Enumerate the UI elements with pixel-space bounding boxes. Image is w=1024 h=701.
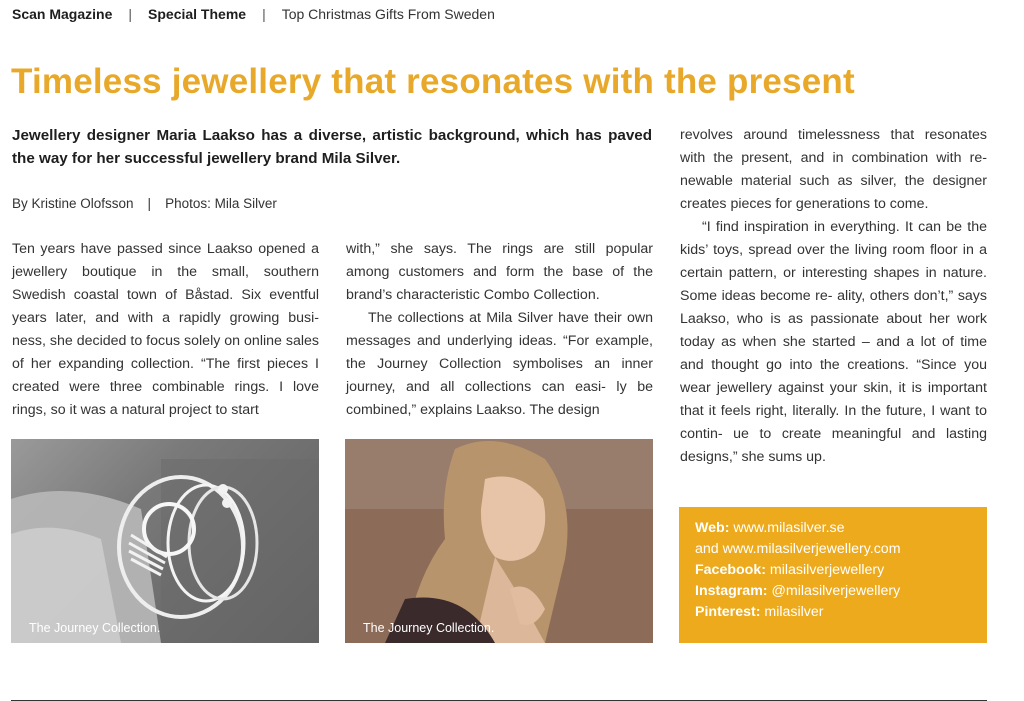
facebook-label: Facebook:	[695, 562, 766, 578]
body-column-3	[680, 124, 987, 469]
paragraph: “I find inspiration in everything. It can be the kids’ toys, spread over the living room floor in a certain pattern, or interesting shapes in nature. Some ideas become re- ality, others don’t,” says Laakso, who is as passionate about her work today as when she started – and a lot of time and thought go into the creations. “Since you wear jewellery against your skin, it is important that it feels right, literally. In the future, I want to contin- ue to create meaningful and lasting designs,” she sums up.	[680, 219, 987, 465]
breadcrumb-separator: |	[128, 6, 133, 22]
body-column-1	[12, 238, 319, 422]
photo-caption: The Journey Collection.	[363, 621, 495, 635]
article-lede: Jewellery designer Maria Laakso has a diverse, artistic background, which has paved the way for her successful jewellery brand Mila Silver.	[12, 127, 652, 167]
pinterest-row	[695, 602, 971, 623]
section-name: Special Theme	[148, 6, 247, 22]
byline	[12, 194, 277, 214]
web-label: Web:	[695, 520, 730, 536]
pinterest-link[interactable]: milasilver	[764, 604, 824, 620]
web-link-2[interactable]: and www.milasilverjewellery.com	[695, 541, 901, 557]
model-illustration	[345, 439, 653, 643]
web-link[interactable]: www.milasilver.se	[733, 520, 845, 536]
bracelet-illustration	[11, 439, 319, 643]
byline-separator: |	[147, 196, 152, 211]
byline-author: By Kristine Olofsson	[12, 196, 134, 211]
bracelet-photo	[11, 439, 319, 643]
photo-caption: The Journey Collection.	[29, 621, 161, 635]
body-column-2	[346, 238, 653, 422]
breadcrumb	[12, 5, 495, 23]
paragraph: Ten years have passed since Laakso opened a jewellery boutique in the small, southern Swedish coastal town of Båstad. Six eventful years later, and with a rapidly growing busi- ness, she decided to focus solely on online sales of her expanding collection. “The first pieces I created were three combinable rings. I love rings, so it was a natural project to start	[12, 241, 319, 418]
facebook-link[interactable]: milasilverjewellery	[769, 562, 885, 578]
breadcrumb-separator: |	[262, 6, 266, 22]
paragraph: revolves around timelessness that resonates with the present, and in combination with re- newable material such as silver, the designer creates pieces for generations to come.	[680, 127, 987, 212]
instagram-row	[695, 581, 971, 602]
paragraph: with,” she says. The rings are still popular among customers and form the base of the brand’s characteristic Combo Collection.	[346, 241, 653, 303]
facebook-row	[695, 560, 971, 581]
contact-info-box	[679, 507, 987, 643]
pinterest-label: Pinterest:	[695, 604, 761, 620]
publication-name: Scan Magazine	[12, 6, 113, 22]
model-photo	[345, 439, 653, 643]
web-row-2	[695, 539, 971, 560]
instagram-link[interactable]: @milasilverjewellery	[771, 583, 901, 599]
byline-photos: Photos: Mila Silver	[165, 196, 277, 211]
paragraph: The collections at Mila Silver have their own messages and underlying ideas. “For example, the Journey Collection symbolises an inner journey, and all collections can easi- ly be combined,” explains Laakso. The design	[346, 310, 653, 418]
subsection-name: Top Christmas Gifts From Sweden	[281, 6, 495, 22]
instagram-label: Instagram:	[695, 583, 768, 599]
web-row	[695, 518, 971, 539]
article-title: Timeless jewellery that resonates with the present	[11, 62, 855, 101]
